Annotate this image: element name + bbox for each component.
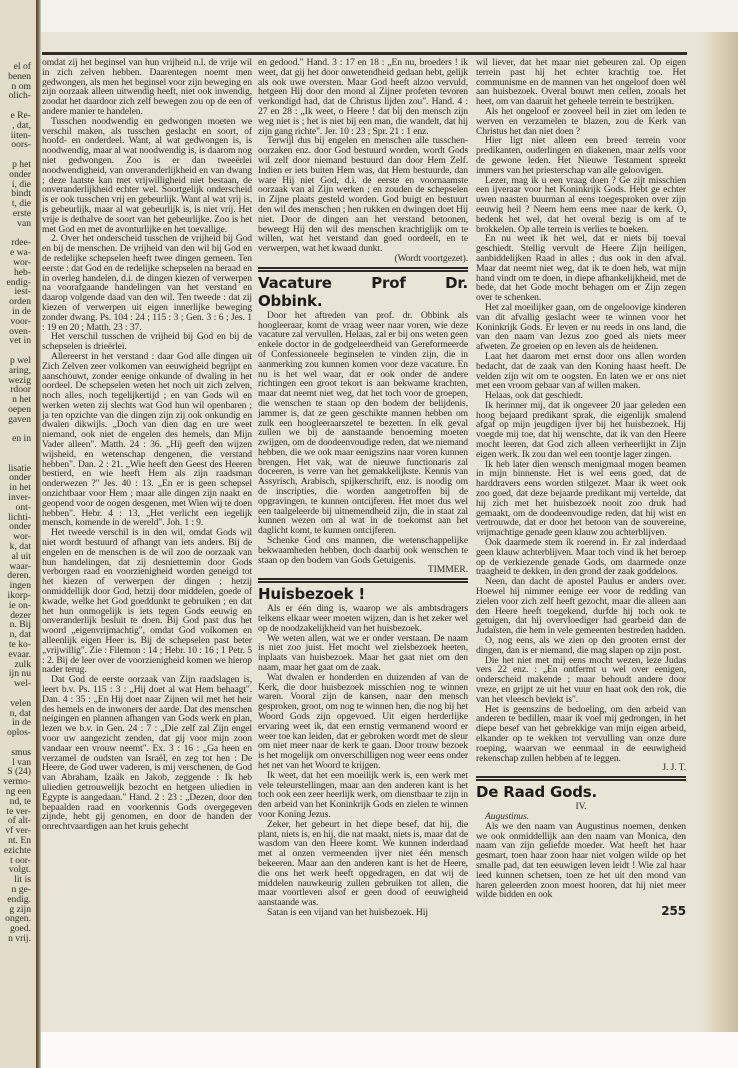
paragraph: (Wordt voortgezet). [394, 252, 468, 264]
paragraph: Neen, dan dacht de apostel Paulus er anders over. Hoewel hij nimmer eenige eer voor de redding van zielen voor zich zelf heeft gezocht, maar die alleen aan den Heere heeft toegekend, durfde hij toch ook te getuigen, dat hij overvloediger had gearbeid dan de Judaïsten, die hem in vele gemeenten bestreden hadden. [476, 576, 686, 637]
paragraph: O, nog eens, als we zien op den grooten ernst der dingen, dan is er niemand, die mag slapen op zijn post. [476, 635, 686, 656]
paragraph: Ik herinner mij, dat ik ongeveer 20 jaar geleden een hoog bejaard predikant sprak, die eigenlijk smalend afgaf op mijn jeugdigen ijver bij het huisbezoek. Hij voegde mij toe, dat hij wenschte, dat ik van den Heere mocht leeren, dat God zich alleen verheerlijkt in Zijn eigen werk. Ik zou dan wel een toontje lager zingen. [476, 399, 686, 460]
paragraph: Ik heb later dien wensch menigmaal mogen beamen in mijn binnenste. Het is wel eens goed, dat de harddravers eens worden stilgezet. Maar ik weet ook zoo goed, dat deze bejaarde predikant mij vertelde, dat hij zich met het huisbezoek nooit zoo druk had gemaakt, om de doodeenvoudige reden, dat hij wist en vertrouwde, dat er door het betoon van de souvereine, vrijmachtige genade geen klauw zou achterblijven. [476, 458, 686, 539]
article-title-vacature: Vacature Prof Dr. Obbink. [258, 273, 468, 310]
paragraph: Het zal moeilijker gaan, om de ongeloovige kinderen van dit afvallig geslacht weer te winnen voor het Koninkrijk Gods. Er leven er nu reeds in ons land, die van den naam van Jezus zoo goed als niets meer afweten. Ze groeien op en leven als de heidenen. [476, 301, 686, 353]
paragraph: Helaas, ook dat geschiedt. [485, 390, 583, 402]
paragraph: Satan is een vijand van het huisbezoek. Hij [267, 906, 428, 918]
paragraph: 2. Over het onderscheid tusschen de vrijheid bij God en bij de menschen. De vrijheid van den wil bij God en de redelijke schepselen heeft twee dingen gemeen. Ten eerste : dat God en de redelijke schepselen na beraad en in overleg handelen, d.i. de dingen kiezen of verwerpen na voorafgaande handelingen van het verstand en daarop volgende daad van den wil. Ten tweede : dat zij kiezen of verwerpen uit eigen innerlijke beweging zonder dwang. Ps. 104 : 24 ; 115 : 3 ; Gen. 3 : 6 ; Jes. 1 : 19 en 20 ; Matth. 23 : 37. [42, 233, 252, 333]
paragraph: Ook daarmede stem ik roerend in. Er zal inderdaad geen klauw achterblijven. Maar toch vind ik het beroep op de verkiezende genade Gods, om daarmede onze traagheid te dekken, in den grond der zaak goddeloos. [476, 537, 686, 578]
paragraph: Hier ligt niet alleen een breed terrein voor predikanten, ouderlingen en diakenen, maar zelfs voor de gewone leden. Het Nieuwe Testament spreekt immers van het priesterschap van alle geloovigen. [476, 135, 686, 176]
section-divider [258, 267, 468, 269]
adjacent-page-fragment [0, 0, 36, 1068]
top-rule [42, 52, 687, 55]
article-title-huisbezoek: Huisbezoek ! [258, 585, 366, 604]
article-subtitle: Augustinus. [485, 810, 529, 822]
article-body-raad-gods [476, 822, 686, 900]
article-body-vacature [258, 311, 468, 566]
paragraph: Die het niet met mij eens mocht wezen, leze Judas vers 22 enz. : „En ontfermt u wel over eenigen, onderscheid makende ; maar behoudt andere door vreze, en grijpt ze uit het vuur en haat ook den rok, die van het vleesch bevlekt is". [476, 654, 686, 705]
paragraph: Laat het daarom met ernst door ons allen worden bedacht, dat de zaak van den Koning haast heeft. De velden zijn wit om te oogsten. En laten we er ons niet met een vroom gebaar van af willen maken. [476, 350, 686, 392]
adjacent-page-text: el of benen n om olich- e Re- , dat, iiten- oors- p het onder i, die bindt t, die erste van rdee- e wa- wor- heb- endig- iest- orden in de voor- oven- vet in p wel aring, wezig rdoor n het oepen gaven en in lisatie onder in het inver- ont- lichti- onder wor- k, dat al uit waar- deren. ingen ikorp- ie on- dezer n. Bij n, dat te ko- evaar. zulk ijn nu wel- velen n, dat in de oplos- smus l van S (24) vermo- ng een nd, te te ver- of alt- vf ver- nt. En ezichte t oor- volgt. lit is n ge- endig. g zijn ongen. goed. n vrij. [3, 61, 31, 944]
paragraph: Als we den naam van Augustinus noemen, denken we ook onmiddellijk aan den naam van Monica, den naam van zijn geliefde moeder. Wat heeft het haar gesmart, toen haar zoon haar niet volgen wilde op het smalle pad, dat ten eeuwigen leven leidt ! Wie zal haar leed kunnen schetsen, toen ze het uit den mond van haren geleerden zoon moest hooren, dat hij niet meer wilde bidden en ook [476, 820, 686, 901]
paragraph: Schenke God ons mannen, die wetenschappelijke bekwaamheden hebben, doch daarbij ook wenschen te staan op den bodem van Gods Getuigenis. [258, 535, 468, 566]
paragraph: omdat zij het beginsel van hun vrijheid n.l. de vrije wil in zich zelven hebben. Daarentegen noemt men gedwongen, als men het beginsel voor zijn beweging en zijn oorzaak alleen uitwendig heeft, niet ook inwendig, zoodat het daardoor zich zelf bewegen zou op de een of andere manier te handelen. [42, 57, 252, 117]
paragraph: Zeker, het gebeurt in het diepe besef, dat hij, die plant, niets is, en hij, die nat maakt, niets is, maar dat de wasdom van den Heere komt. We kunnen inderdaad met al onzen vermeenden ijver niet één mensch bekeeren. Maar aan den anderen kant is het de Heere, die ons het werk heeft opgedragen, en dat wij de middelen nauwkeurig zullen gebruiken tot allen, die maar voortleven alsof er geen dood of eeuwigheid aanstaande was. [258, 818, 468, 909]
paragraph: Lezer, mag ik u een vraag doen ? Ge zijt misschien een ijveraar voor het Koninkrijk Gods. Hebt ge echter uwen naasten buurman al eens toegesproken over zijn eeuwig heil ? Neem hem eens mee naar de kerk. O, bedenk het wel, dat het overal bezig is om af te brokkelen. Op alle terrein is verlies te boeken. [476, 174, 686, 235]
paragraph: Terwijl dus bij engelen en menschen alle tusschen-oorzaken enz. door God bestuurd worden, wordt Gods wil zelf door niemand bestuurd dan door Hem Zelf. Indien er iets buiten Hem was, dat Hem bestuurde, dan ware Hij niet God, d.i. de eerste en voornaamste oorzaak van al Zijn werken ; en zouden de schepselen in Zijne plaats gesteld worden. God buigt en bestuurt den wil des menschen ; hen rukken en dwingen doet Hij niet. Door de dingen aan het verstand betoonen, beweegt Hij den wil des menschen krachtiglijk om te willen, wat het verstand dan goed oordeelt, en te verwerpen, wat het kwaad dunkt. [258, 135, 468, 255]
page-number: 255 [661, 904, 686, 919]
article-signature: J. J. T. [662, 762, 686, 774]
article-title-raad-gods: De Raad Gods. [476, 783, 597, 802]
paragraph: Als er één ding is, waarop we als ambtsdragers telkens elkaar weer moeten wijzen, dan is het zeker wel op de noodzakelijkheid van het huisbezoek. [258, 603, 468, 634]
background [41, 1032, 738, 1068]
article-continued-text [258, 58, 468, 264]
page-edge [700, 32, 738, 1032]
paragraph: Allereerst in het verstand : daar God alle dingen uit Zich Zelven zeer volkomen van eeuwigheid begrijpt en aanschouwt, zonder eenige onkunde of dwaling in het oordeel. De schepselen weten het noch uit zich zelven, noch alles, noch tegelijkertijd ; en van Gods wil en werken weten zij slechts wat God hun wil openbaren ; ja ten opzichte van die dingen zijn zij ook onkundig en dwalen dikwijls. „Doch van dien dag en ure weet niemand, ook niet de engelen des hemels, dan Mijn Vader alleen". Matth. 24 : 36. „Hij geeft den wijzen wijsheid, en wetenschap dengenen, die verstand hebben". Dan. 2 : 21. „Wie heeft den Geest des Heeren bestierd, en wie heeft Hem als zijn raadsman onderwezen ?" Jes. 40 : 13. „En er is geen schepsel onzichtbaar voor Hem ; maar alle dingen zijn naakt en geopend voor de oogen desgenen, met Wien wij te doen hebben". Hebr. 4 : 13. „Het verlicht een iegelijk mensch, komende in de wereld". Joh. 1 : 9. [42, 350, 252, 529]
column-1 [42, 58, 252, 832]
section-divider [258, 578, 468, 580]
paragraph: Ik weet, dat het een moeilijk werk is, een werk met vele teleurstellingen, maar aan den anderen kant is het toch ook een zeer heerlijk werk, om dienstbaar te zijn in den arbeid van het Koninkrijk Gods en zielen te winnen voor Koning Jezus. [258, 769, 468, 820]
article-continued-text [42, 58, 252, 832]
paragraph: Het verschil tusschen de vrijheid bij God en bij de schepselen is drieërlei. [42, 331, 252, 353]
section-divider [476, 776, 686, 778]
paragraph: Als het ongeloof er zooveel heil in ziet om leden te werven en verzamelen te blazen, zou de Kerk van Christus het dan niet doen ? [476, 105, 686, 137]
article-body-huisbezoek-continued [476, 58, 686, 763]
paragraph: We weten allen, wat we er onder verstaan. De naam is niet zoo juist. Het mocht wel zielsbezoek heeten, inplaats van huisbezoek. Maar het gaat niet om den naam, maar het gaat om de zaak. [258, 632, 468, 674]
paragraph: wil liever, dat het maar niet gebeuren zal. Op eigen terrein past hij het echter krachtig toe. Het communisme en de mannen van het ongeloof doen wèl aan huisbezoek. Overal bouwt men cellen, zooals het heet, om van daaruit het geheele terrein te bestrijken. [476, 57, 686, 108]
paragraph: Door het aftreden van prof. dr. Obbink als hoogleeraar, komt de vraag weer naar voren, wie deze vacature zal vervullen. Helaas, zal er bij ons weten geen enkele doctor in de godgeleerdheid van Gereformeerde of Confessioneele beginselen te vinden zijn, die in aanmerking zou kunnen komen voor deze vacature. En nu is het wel waar, dat er ook onder de andere richtingen een groot tekort is aan bekwame krachten, maar dat neemt niet weg, dat het toch voor de groepen, die wenschen te staan op den bodem der belijdenis, jammer is, dat ze geen geschikte mannen hebben om zulk een hoogleeraarszetel te bezetten. In elk geval zullen we bij de aanstaande benoeming moeten zwijgen, om de doodeenvoudige reden, dat we niemand hebben, die we ook maar eenigszins naar voren kunnen brengen. Het vak, wat de nieuwe functionaris zal doceeren, is verre van het gemakkelijkste. Kennis van Assyrisch, Arabisch, spijkerschrift, enz. is noodig om de inscripties, die worden aangetroffen bij de opgravingen, te kunnen ontcijferen. Het moet dus wel een taalgeleerde bij uitnemendheid zijn, die in staat zal kunnen wezen om al wat in de toekomst aan het daglicht komt, te kunnen ontcijferen. [258, 309, 468, 537]
article-signature: TIMMER. [427, 564, 468, 576]
column-2 [258, 58, 468, 918]
article-body-huisbezoek [258, 604, 468, 918]
article-part-number: IV. [575, 801, 587, 813]
column-3 [476, 58, 686, 918]
paragraph: Dat God de eerste oorzaak van Zijn raadslagen is, leert b.v. Ps. 115 : 3 : „Hij doet al wat Hem behaagt". Dan. 4 : 35 : „En Hij doet naar Zijnen wil met het heir des hemels en de inwoners der aarde. Dat des menschen neigingen en plannen afhangen van Gods werk en plan, lezen we b.v. in Gen. 24 : 7 : „Die zelf zal Zijn engel voor uw aangezicht zenden, dat gij voor mijn zoon vandaar een vrouw neemt". Ex. 3 : 16 : „Ga heen en verzamel de oudsten van Israël, en zeg tot hen : De Heere, de God uwer vaderen, is mij verschenen, de God van Abraham, Izaäk en Jakob, zeggende : Ik heb uliedien getrouwelijk bezocht en hetgeen uliedien in Egypte is aangedaan." Hand. 2 : 23 : „Dezen, door den bepaalden raad en voorkennis Gods overgegeven zijnde, hebt gij genomen, en door de handen der onrechtvaardigen aan het kruis gehecht [42, 674, 252, 833]
paragraph: En nu weet ik het wel, dat er niets bij toeval geschiedt. Stellig vervult de Heere Zijn heiligen, aanbiddelijken Raad in alles ; dus ook in den afval. Maar dat neemt niet weg, dat ik te doen heb, wat mijn hand vindt om te doen, in diepe afhankelijkheid, met de bede, dat het Gode mocht behagen om er Zijn zegen over te schenken. [476, 233, 686, 304]
paragraph: Wat dwalen er honderden en duizenden af van de Kerk, die door huisbezoek misschien nog te winnen waren. Vooral zijn de kansen, naar den mensch gesproken, groot, om nog te winnen hen, die nog bij het Woord Gods zijn opgevoed. Uit eigen herderlijke ervaring weet ik, dat een ernstig vermanend woord er weer toe kan leiden, dat er gebroken wordt met de sleur om niet meer naar de kerk te gaan. Door trouw bezoek is het mogelijk om onverschilligen nog weer eens onder het net van het Woord te krijgen. [258, 671, 468, 771]
paragraph: Het is geenszins de bedoeling, om den arbeid van anderen te bedillen, maar ik voel mij gedrongen, in het diepe besef van het gebrekkige van mijn eigen arbeid, elkander op te wekken tot vervulling van onze dure roeping, waarvan we eenmaal in de eeuwigheid rekenschap zullen hebben af te leggen. [476, 703, 686, 764]
paragraph: Het tweede verschil is in den wil, omdat Gods wil niet wordt bestuurd of afhangt van iets anders. Bij de engelen en de menschen is de wil zoo de oorzaak van hun handelingen, dat zij desniettemin door Gods verborgen raad en voorzienigheid worden geneigd tot het kiezen of verwerpen der dingen ; hetzij onmiddellijk door God, hetzij door middelen, goede of kwade, welke het God goeddunkt te gebruiken ; en dat het hun onmogelijk is iets tegen Gods eeuwig en onveranderlijk besluit te doen. Bij God past dus het woord „eigenvrijmachtig", omdat God volkomen en alleenlijk eigen Heer is. Bij de schepselen past beter „vrijwillig". Zie : Filemon : 14 ; Hebr. 10 : 16 ; 1 Petr. 5 : 2. Bij de leer over de voorzienigheid komen we hierop nader terug. [42, 527, 252, 676]
paragraph: en gedood." Hand. 3 : 17 en 18 : „En nu, broeders ! ik weet, dat gij het door onwetendheid gedaan hebt, gelijk als ook uwe oversten. Maar God heeft alzoo vervuld, hetgeen Hij door den mond al Zijner profeten tevoren verkondigd had, dat de Christus lijden zou". Hand. 4 : 27 en 28 : „Ik weet, o Heere ! dat bij den mensch zijn weg niet is ; het is niet bij een man, die wandelt, dat hij zijn gang richte". Jer. 10 : 23 ; Spr. 21 : 1 enz. [258, 57, 468, 137]
paragraph: Tusschen noodwendig en gedwongen moeten we verschil maken, als tusschen geslacht en soort, of hoofd- en onderdeel. Want, al wat gedwongen is, is noodwendig, maar al wat noodwendig is, is daarom nog niet gedwongen. Zoo is er dan tweeërlei noodwendigheid, van onveranderlijkheid en van dwang ; deze laatste kan met vrijwilligheid niet bestaan, de onveranderlijkheid echter wel. Soortgelijk onderscheid is er ook tusschen vrij en gebeurlijk. Want al wat vrij is, is gebeurlijk, maar al wat gebeurlijk is, is niet vrij. Het vrije is dethalve de soort van het gebeurlijke. Zoo is het met God en met de avonturlijke en het toevallige. [42, 115, 252, 235]
